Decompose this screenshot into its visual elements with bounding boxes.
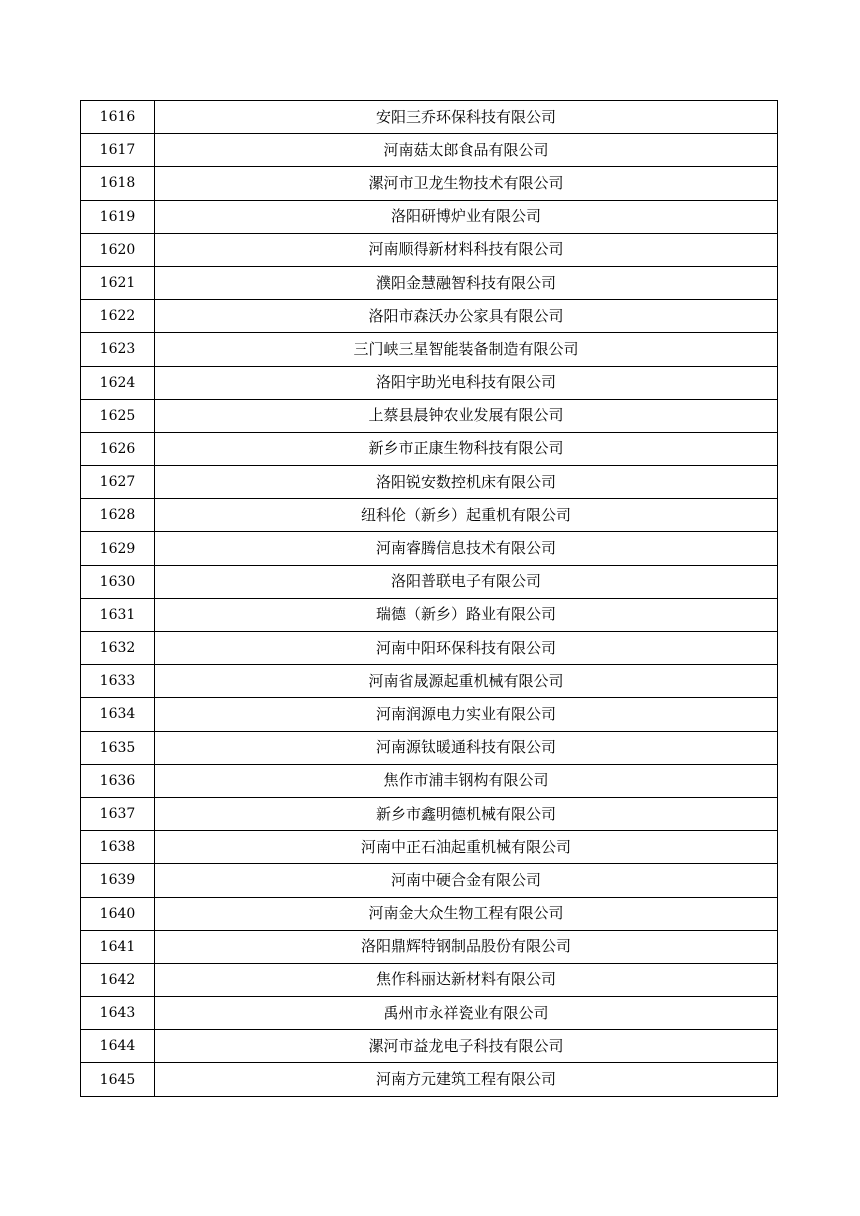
company-name: 洛阳市森沃办公家具有限公司 bbox=[155, 300, 778, 333]
table-row bbox=[81, 797, 778, 830]
table-body bbox=[81, 101, 778, 1097]
table-row bbox=[81, 930, 778, 963]
row-number: 1624 bbox=[81, 366, 155, 399]
row-number: 1635 bbox=[81, 731, 155, 764]
table-row bbox=[81, 963, 778, 996]
table-row bbox=[81, 300, 778, 333]
row-number: 1632 bbox=[81, 632, 155, 665]
company-name: 河南源钛暖通科技有限公司 bbox=[155, 731, 778, 764]
row-number: 1642 bbox=[81, 963, 155, 996]
company-name: 禹州市永祥瓷业有限公司 bbox=[155, 997, 778, 1030]
company-name: 焦作市浦丰钢构有限公司 bbox=[155, 764, 778, 797]
company-name: 焦作科丽达新材料有限公司 bbox=[155, 963, 778, 996]
company-name: 洛阳普联电子有限公司 bbox=[155, 565, 778, 598]
row-number: 1627 bbox=[81, 466, 155, 499]
company-name: 濮阳金慧融智科技有限公司 bbox=[155, 266, 778, 299]
company-name: 河南中阳环保科技有限公司 bbox=[155, 632, 778, 665]
row-number: 1634 bbox=[81, 698, 155, 731]
company-name: 河南省晟源起重机械有限公司 bbox=[155, 665, 778, 698]
table-row bbox=[81, 200, 778, 233]
company-name: 上蔡县晨钟农业发展有限公司 bbox=[155, 399, 778, 432]
row-number: 1633 bbox=[81, 665, 155, 698]
table-row bbox=[81, 233, 778, 266]
table-row bbox=[81, 997, 778, 1030]
table-row bbox=[81, 466, 778, 499]
table-row bbox=[81, 333, 778, 366]
company-name: 洛阳宇助光电科技有限公司 bbox=[155, 366, 778, 399]
company-name: 纽科伦（新乡）起重机有限公司 bbox=[155, 499, 778, 532]
row-number: 1637 bbox=[81, 797, 155, 830]
company-name: 新乡市正康生物科技有限公司 bbox=[155, 432, 778, 465]
company-name: 河南菇太郎食品有限公司 bbox=[155, 134, 778, 167]
table-row bbox=[81, 598, 778, 631]
row-number: 1619 bbox=[81, 200, 155, 233]
table-row bbox=[81, 499, 778, 532]
table-row bbox=[81, 831, 778, 864]
table-row bbox=[81, 565, 778, 598]
company-list-table bbox=[80, 100, 778, 1097]
row-number: 1638 bbox=[81, 831, 155, 864]
company-name: 洛阳鼎辉特钢制品股份有限公司 bbox=[155, 930, 778, 963]
table-row bbox=[81, 134, 778, 167]
company-name: 洛阳研博炉业有限公司 bbox=[155, 200, 778, 233]
table-row bbox=[81, 731, 778, 764]
company-list-table-container bbox=[80, 100, 778, 1097]
table-row bbox=[81, 764, 778, 797]
company-name: 河南方元建筑工程有限公司 bbox=[155, 1063, 778, 1096]
company-name: 安阳三乔环保科技有限公司 bbox=[155, 101, 778, 134]
company-name: 三门峡三星智能装备制造有限公司 bbox=[155, 333, 778, 366]
table-row bbox=[81, 665, 778, 698]
row-number: 1630 bbox=[81, 565, 155, 598]
row-number: 1626 bbox=[81, 432, 155, 465]
row-number: 1617 bbox=[81, 134, 155, 167]
company-name: 河南顺得新材料科技有限公司 bbox=[155, 233, 778, 266]
table-row bbox=[81, 399, 778, 432]
company-name: 瑞德（新乡）路业有限公司 bbox=[155, 598, 778, 631]
table-row bbox=[81, 532, 778, 565]
table-row bbox=[81, 1030, 778, 1063]
row-number: 1623 bbox=[81, 333, 155, 366]
table-row bbox=[81, 366, 778, 399]
row-number: 1621 bbox=[81, 266, 155, 299]
table-row bbox=[81, 1063, 778, 1096]
row-number: 1620 bbox=[81, 233, 155, 266]
company-name: 漯河市益龙电子科技有限公司 bbox=[155, 1030, 778, 1063]
company-name: 河南睿腾信息技术有限公司 bbox=[155, 532, 778, 565]
table-row bbox=[81, 897, 778, 930]
company-name: 新乡市鑫明德机械有限公司 bbox=[155, 797, 778, 830]
row-number: 1645 bbox=[81, 1063, 155, 1096]
company-name: 河南中正石油起重机械有限公司 bbox=[155, 831, 778, 864]
row-number: 1643 bbox=[81, 997, 155, 1030]
company-name: 河南润源电力实业有限公司 bbox=[155, 698, 778, 731]
row-number: 1640 bbox=[81, 897, 155, 930]
row-number: 1622 bbox=[81, 300, 155, 333]
table-row bbox=[81, 432, 778, 465]
table-row bbox=[81, 632, 778, 665]
row-number: 1618 bbox=[81, 167, 155, 200]
row-number: 1625 bbox=[81, 399, 155, 432]
table-row bbox=[81, 266, 778, 299]
row-number: 1641 bbox=[81, 930, 155, 963]
row-number: 1644 bbox=[81, 1030, 155, 1063]
row-number: 1631 bbox=[81, 598, 155, 631]
table-row bbox=[81, 101, 778, 134]
company-name: 河南中硬合金有限公司 bbox=[155, 864, 778, 897]
table-row bbox=[81, 698, 778, 731]
row-number: 1629 bbox=[81, 532, 155, 565]
company-name: 洛阳锐安数控机床有限公司 bbox=[155, 466, 778, 499]
row-number: 1636 bbox=[81, 764, 155, 797]
table-row bbox=[81, 167, 778, 200]
company-name: 漯河市卫龙生物技术有限公司 bbox=[155, 167, 778, 200]
table-row bbox=[81, 864, 778, 897]
row-number: 1628 bbox=[81, 499, 155, 532]
company-name: 河南金大众生物工程有限公司 bbox=[155, 897, 778, 930]
row-number: 1639 bbox=[81, 864, 155, 897]
row-number: 1616 bbox=[81, 101, 155, 134]
